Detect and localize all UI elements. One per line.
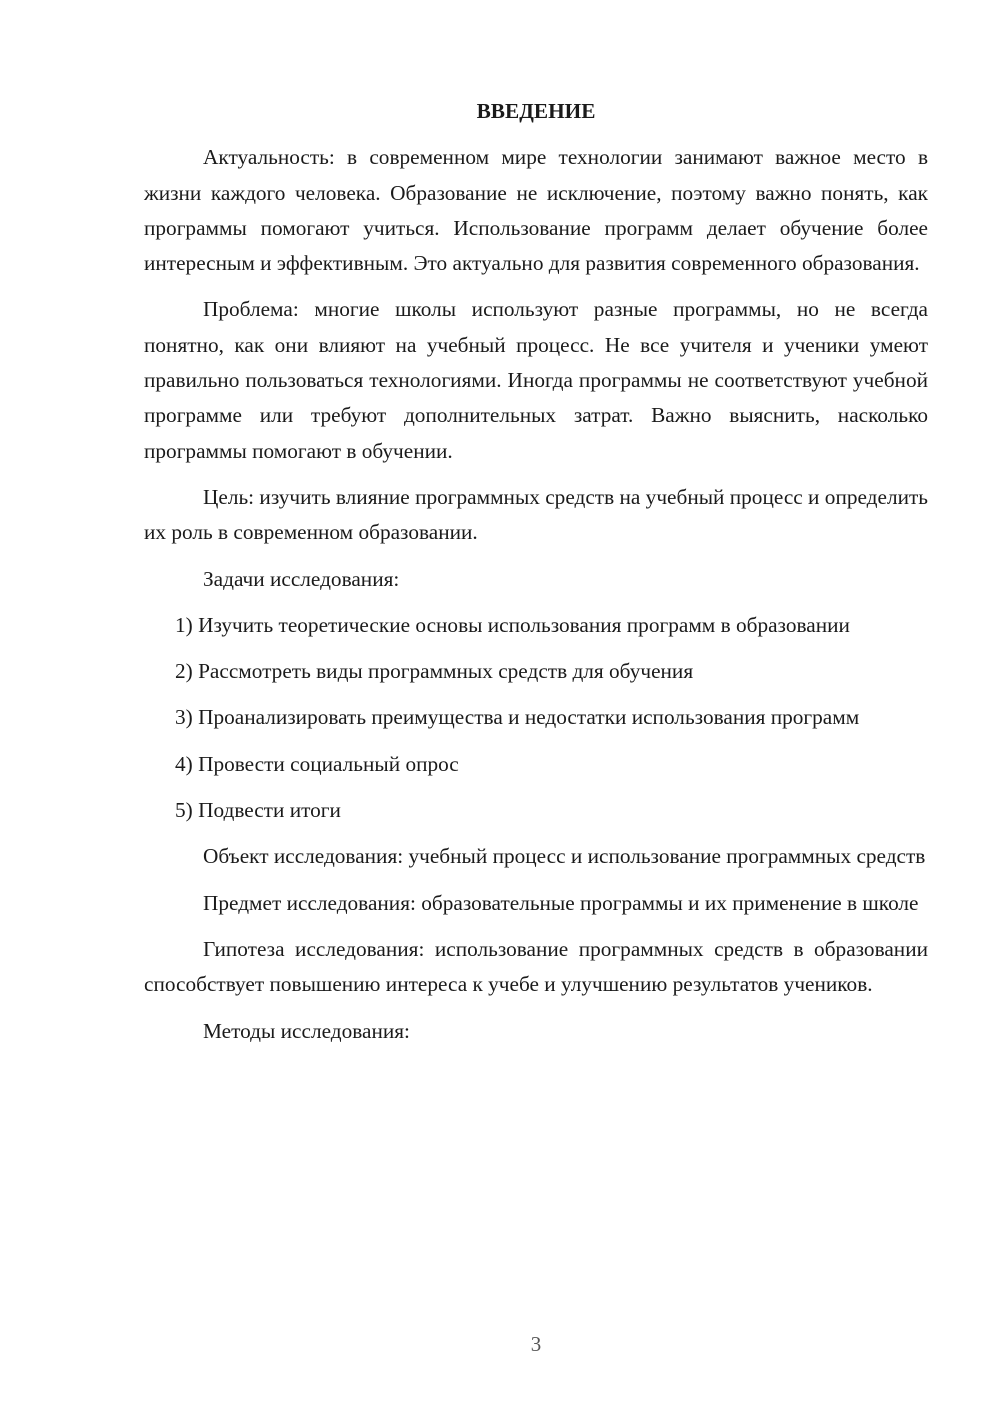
page-title: ВВЕДЕНИЕ <box>476 99 596 123</box>
task-item-2: 2) Рассмотреть виды программных средств для обучения <box>175 659 694 684</box>
paragraph-object: Объект исследования: учебный процесс и использование программных средств <box>203 844 926 869</box>
page-content <box>144 94 928 1060</box>
task-item-5: 5) Подвести итоги <box>175 798 341 823</box>
paragraph-goal: Цель: изучить влияние программных средств на учебный процесс и определить их роль в современном образовании. <box>144 484 928 545</box>
paragraph-hypothesis: Гипотеза исследования: использование программных средств в образовании способствует повышению интереса к учебе и улучшению результатов учеников. <box>144 936 928 997</box>
task-item-3: 3) Проанализировать преимущества и недостатки использования программ <box>175 705 860 730</box>
task-item-1: 1) Изучить теоретические основы использования программ в образовании <box>175 612 850 637</box>
tasks-heading: Задачи исследования: <box>203 566 400 591</box>
paragraph-subject: Предмет исследования: образовательные программы и их применение в школе <box>203 890 919 915</box>
paragraph-relevance: Актуальность: в современном мире технологии занимают важное место в жизни каждого человека. Образование не исключение, поэтому важно понять, как программы помогают учиться. Использование программ делает обучение более интересным и эффективным. Это актуально для развития современного образования. <box>144 145 928 276</box>
task-item-4: 4) Провести социальный опрос <box>175 751 459 776</box>
paragraph-problem: Проблема: многие школы используют разные программы, но не всегда понятно, как они влияют на учебный процесс. Не все учителя и ученики умеют правильно пользоваться технологиями. Иногда программы не соответствуют учебной программе или требуют дополнительных затрат. Важно выяснить, насколько программы помогают в обучении. <box>144 297 928 463</box>
page-number: 3 <box>530 1332 542 1356</box>
methods-heading: Методы исследования: <box>203 1018 410 1043</box>
